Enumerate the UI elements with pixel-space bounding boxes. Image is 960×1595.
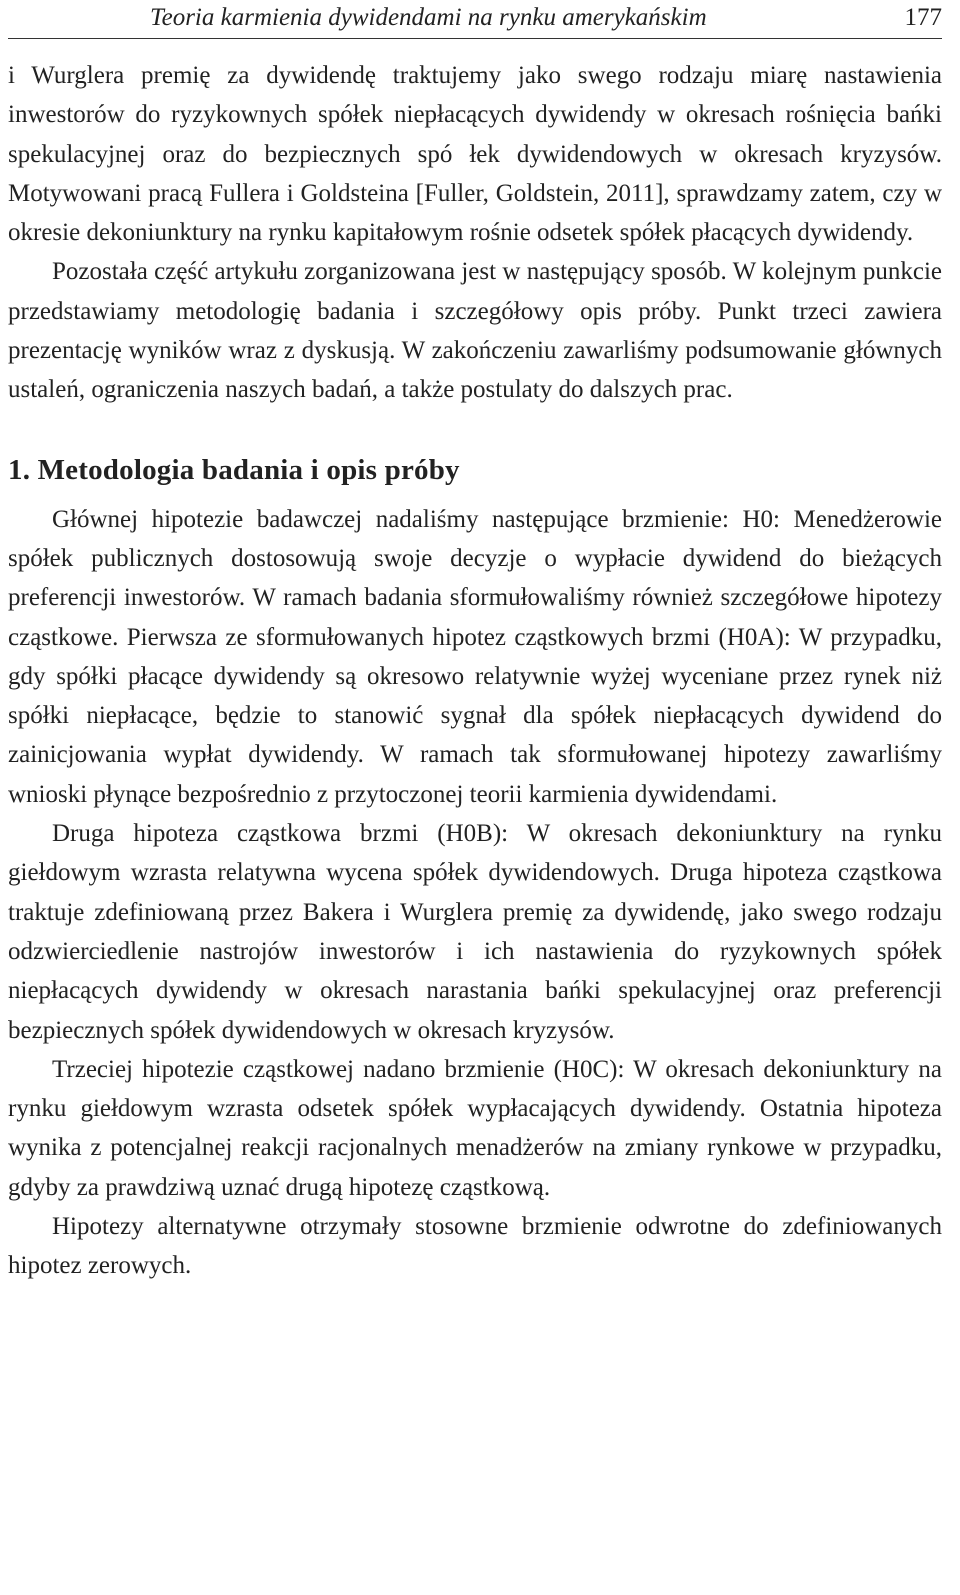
paragraph-alternative-hypotheses: Hipotezy alternatywne otrzymały stosowne brzmienie odwrotne do zdefiniowanych hipotez zerowych. <box>8 1213 942 1280</box>
paragraph-hypothesis-h0b: Druga hipoteza cząstkowa brzmi (H0B): W okresach dekoniunktury na rynku giełdowym wzrasta relatywna wycena spółek dywidendowych. Druga hipoteza cząstkowa traktuje zdefiniowaną przez Bakera i Wurglera premię za dywidendę, jako swego rodzaju odzwierciedlenie nastrojów inwestorów i ich nastawienia do ryzykownych spółek niepłacących dywidendy w okresach narastania bańki spekulacyjnej oraz preferencji bezpiecznych spółek dywidendowych w okresach kryzysów. <box>8 820 942 1044</box>
paragraph-hypothesis-h0c: Trzeciej hipotezie cząstkowej nadano brzmienie (H0C): W okresach dekoniunktury na rynku giełdowym wzrasta odsetek spółek wypłacających dywidendy. Ostatnia hipoteza wynika z potencjalnej reakcji racjonalnych menadżerów na zmiany rynkowe w przypadku, gdyby za prawdziwą uznać drugą hipotezę cząstkową. <box>8 1055 942 1201</box>
running-header <box>8 0 942 39</box>
page-number: 177 <box>904 4 942 31</box>
paragraph-intro-continued: i Wurglera premię za dywidendę traktujemy jako swego rodzaju miarę nastawienia inwestorów do ryzykownych spółek niepłacących dywidendy w okresach rośnięcia bańki spekulacyjnej oraz do bezpiecznych spó łek dywidendowych w okresach kryzysów. Motywowani pracą Fullera i Goldsteina [Fuller, Goldstein, 2011], sprawdzamy zatem, czy w okresie dekoniunktury na rynku kapitałowym rośnie odsetek spółek płacących dywidendy. <box>8 62 942 247</box>
paragraph-main-hypothesis: Głównej hipotezie badawczej nadaliśmy następujące brzmienie: H0: Menedżerowie spółek publicznych dostosowują swoje decyzje o wypłacie dywidend do bieżących preferencji inwestorów. W ramach badania sformułowaliśmy również szczegółowe hipotezy cząstkowe. Pierwsza ze sformułowanych hipotez cząstkowych brzmi (H0A): W przypadku, gdy spółki płacące dywidendy są okresowo relatywnie wyżej wyceniane przez rynek niż spółki niepłacące, będzie to stanowić sygnał dla spółek niepłacących dywidend do zainicjowania wypłat dywidendy. W ramach tak sformułowanej hipotezy zawarliśmy wnioski płynące bezpośrednio z przytoczonej teorii karmienia dywidendami. <box>8 505 942 808</box>
section-heading: 1. Metodologia badania i opis próby <box>8 453 460 486</box>
body-text <box>8 56 942 1286</box>
document-page <box>8 0 942 1286</box>
paragraph-article-structure: Pozostała część artykułu zorganizowana jest w następujący sposób. W kolejnym punkcie przedstawiamy metodologię badania i szczegółowy opis próby. Punkt trzeci zawiera prezentację wyników wraz z dyskusją. W zakończeniu zawarliśmy podsumowanie głównych ustaleń, ograniczenia naszych badań, a także postulaty do dalszych prac. <box>8 258 942 404</box>
running-title: Teoria karmienia dywidendami na rynku amerykańskim <box>150 4 707 31</box>
